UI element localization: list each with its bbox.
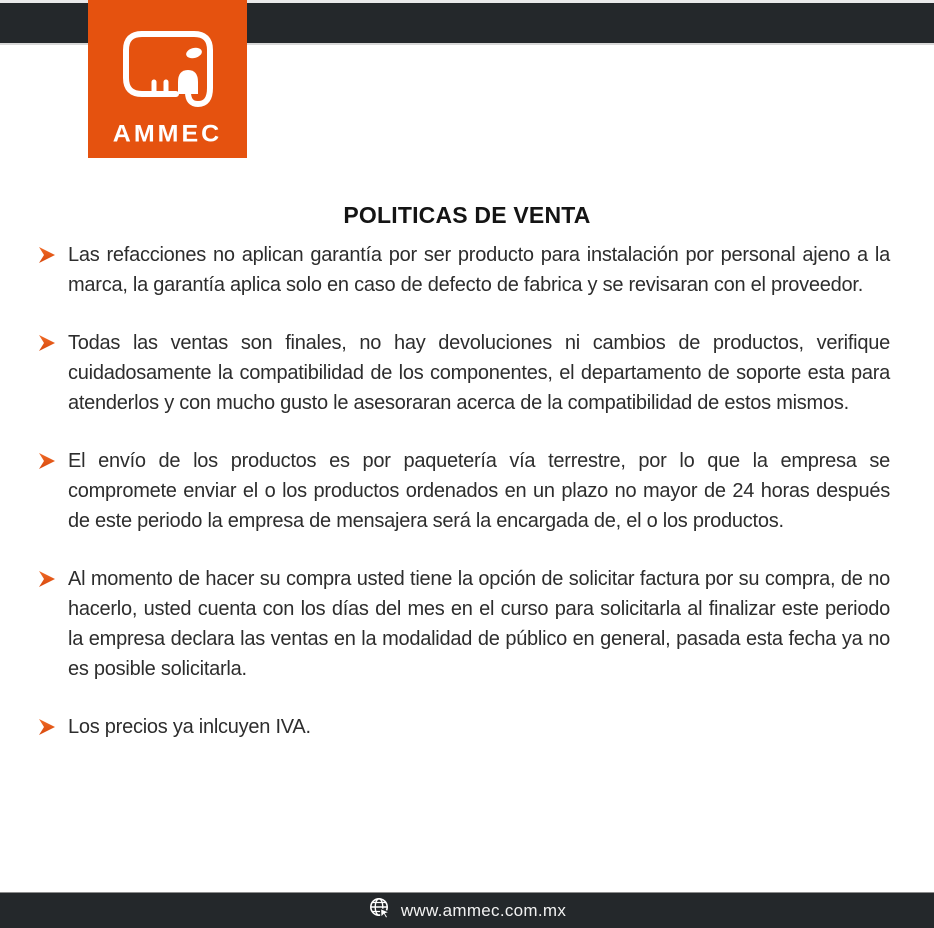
policy-item xyxy=(38,564,890,684)
page-title: POLITICAS DE VENTA xyxy=(343,202,591,228)
globe-cursor-icon xyxy=(368,896,392,925)
policy-item xyxy=(38,240,890,300)
policy-text: Las refacciones no aplican garantía por ser producto para instalación por personal ajeno a la marca, la garantía aplica solo en caso de defecto de fabrica y se revisaran con el proveedor. xyxy=(68,244,890,296)
arrow-right-icon xyxy=(38,719,55,740)
policy-item xyxy=(38,446,890,536)
policy-text: Los precios ya inlcuyen IVA. xyxy=(68,716,311,738)
website-link[interactable]: www.ammec.com.mx xyxy=(400,900,567,920)
arrow-right-icon xyxy=(38,571,55,592)
arrow-right-icon xyxy=(38,453,55,474)
policy-text: Al momento de hacer su compra usted tiene la opción de solicitar factura por su compra, de no hacerlo, usted cuenta con los días del mes en el curso para solicitarla al finalizar este periodo la empresa declara las ventas en la modalidad de público en general, pasada esta fecha ya no es posible solicitarla. xyxy=(68,568,890,680)
arrow-right-icon xyxy=(38,247,55,268)
elephant-icon xyxy=(118,30,218,112)
brand-wordmark: AMMEC xyxy=(112,120,223,148)
policy-item xyxy=(38,328,890,418)
arrow-right-icon xyxy=(38,335,55,356)
footer-bar xyxy=(0,892,934,928)
policies-list xyxy=(38,240,890,770)
policy-text: El envío de los productos es por paquetería vía terrestre, por lo que la empresa se compromete enviar el o los productos ordenados en un plazo no mayor de 24 horas después de este periodo la empresa de mensajera será la encargada de, el o los productos. xyxy=(68,450,890,532)
logo-box xyxy=(88,0,247,158)
policy-text: Todas las ventas son finales, no hay devoluciones ni cambios de productos, verifique cuidadosamente la compatibilidad de los componentes, el departamento de soporte esta para atenderlos y con mucho gusto le asesoraran acerca de la compatibilidad de estos mismos. xyxy=(68,332,890,414)
policy-item xyxy=(38,712,890,742)
